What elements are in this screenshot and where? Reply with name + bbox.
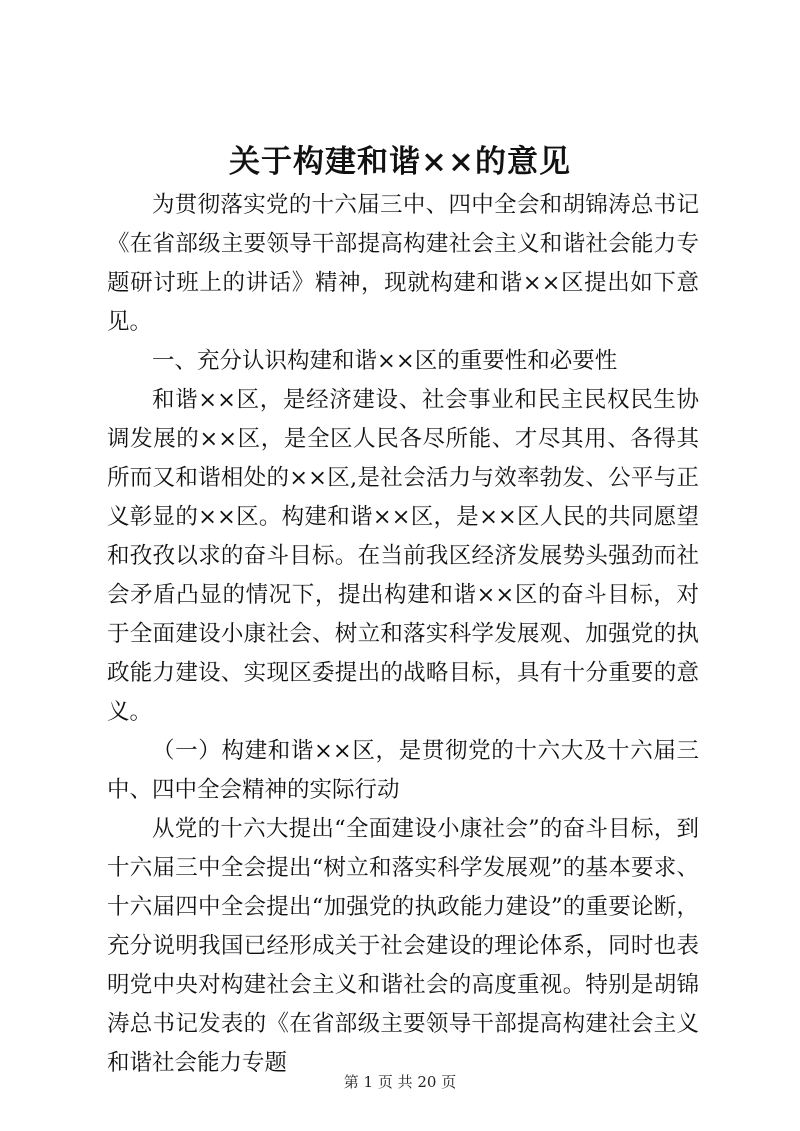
paragraph-section-1: 和谐××区，是经济建设、社会事业和民主民权民生协调发展的××区，是全区人民各尽所能、才尽其用、各得其所而又和谐相处的××区,是社会活力与效率勃发、公平与正义彰显的××区。构建和谐××区，是××区人民的共同愿望和孜孜以求的奋斗目标。在当前我区经济发展势头强劲而社会矛盾凸显的情况下，提出构建和谐××区的奋斗目标，对于全面建设小康社会、树立和落实科学发展观、加强党的执政能力建设、实现区委提出的战略目标，具有十分重要的意义。 xyxy=(107,387,699,725)
section-heading-1: 一、充分认识构建和谐××区的重要性和必要性 xyxy=(152,348,618,374)
document-body xyxy=(107,186,699,1083)
page-number-footer: 第 1 页 共 20 页 xyxy=(343,1073,457,1091)
paragraph-intro: 为贯彻落实党的十六届三中、四中全会和胡锦涛总书记《在省部级主要领导干部提高构建社会主义和谐社会能力专题研讨班上的讲话》精神，现就构建和谐××区提出如下意见。 xyxy=(107,192,699,335)
document-title: 关于构建和谐××的意见 xyxy=(229,144,571,180)
paragraph-subsection-1: 从党的十六大提出“全面建设小康社会”的奋斗目标，到十六届三中全会提出“树立和落实科学发展观”的基本要求、十六届四中全会提出“加强党的执政能力建设”的重要论断，充分说明我国已经形成关于社会建设的理论体系，同时也表明党中央对构建社会主义和谐社会的高度重视。特别是胡锦涛总书记发表的《在省部级主要领导干部提高构建社会主义和谐社会能力专题 xyxy=(107,816,699,1076)
subsection-heading-1: （一）构建和谐××区，是贯彻党的十六大及十六届三中、四中全会精神的实际行动 xyxy=(107,738,699,803)
